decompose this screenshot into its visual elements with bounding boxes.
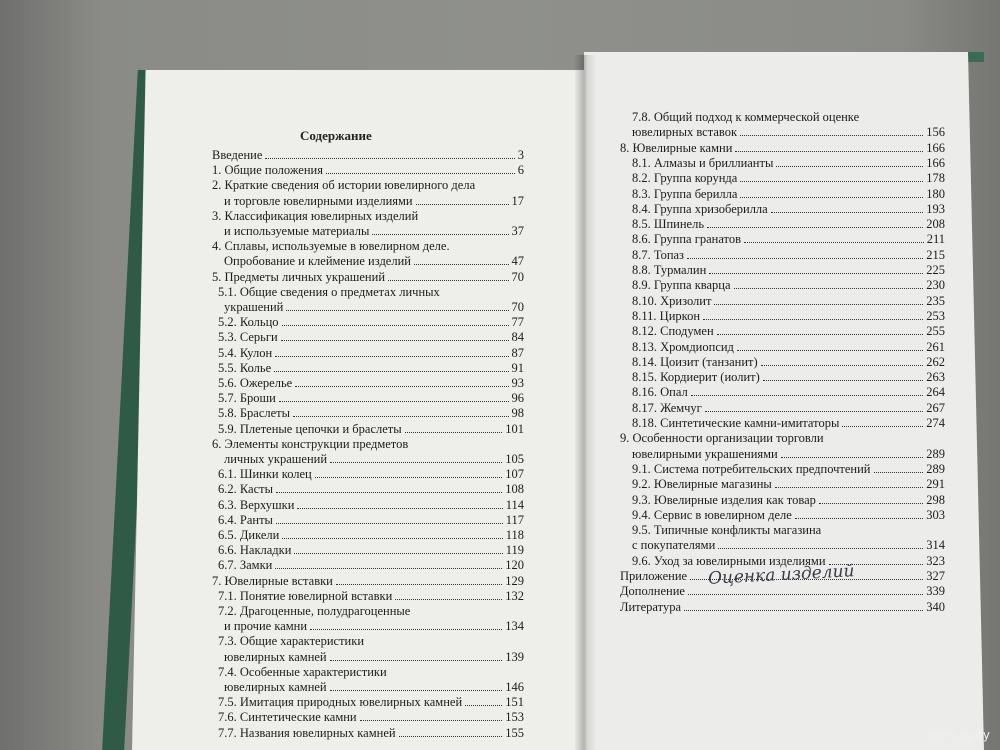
- toc-entry-label: 7.6. Синтетические камни: [218, 710, 357, 725]
- toc-entry-label: Дополнение: [620, 584, 685, 599]
- toc-entry: [632, 493, 945, 508]
- toc-entry-label: личных украшений: [224, 452, 328, 466]
- toc-entry-page: 17: [511, 193, 524, 208]
- toc-entry-page: 303: [926, 507, 945, 522]
- toc-leader-dots: [691, 385, 924, 396]
- toc-entry-page: 253: [926, 308, 945, 323]
- toc-leader-dots: [275, 558, 502, 569]
- toc-entry-page: 255: [926, 324, 945, 339]
- toc-leader-dots: [771, 202, 924, 213]
- toc-entry-page: 132: [505, 588, 524, 603]
- toc-leader-dots: [294, 543, 502, 554]
- toc-entry: [632, 278, 945, 293]
- toc-entry-label: 5.1. Общие сведения о предметах личных: [218, 284, 440, 299]
- toc-entry-label: Приложение: [620, 569, 688, 583]
- toc-entry-label: 7.1. Понятие ювелирной вставки: [218, 588, 393, 603]
- toc-entry-label: 8. Ювелирные камни: [620, 140, 733, 155]
- toc-entry: [212, 209, 524, 224]
- toc-leader-dots: [293, 406, 508, 417]
- toc-leader-dots: [326, 163, 515, 174]
- toc-entry-page: 264: [926, 385, 945, 400]
- toc-entry-page: 107: [505, 467, 524, 482]
- toc-entry-label: 6.2. Касты: [218, 482, 274, 497]
- toc-entry-page: 134: [505, 619, 524, 634]
- toc-entry: [632, 523, 945, 538]
- toc-leader-dots: [740, 171, 923, 182]
- toc-entry-label: Введение: [212, 148, 263, 162]
- toc-entry-label: 9.3. Ювелирные изделия как товар: [632, 492, 816, 507]
- toc-leader-dots: [717, 324, 924, 335]
- toc-entry-label: 6.6. Накладки: [218, 543, 292, 558]
- toc-entry-page: 101: [505, 421, 524, 436]
- toc-entry-page: 339: [926, 584, 945, 599]
- toc-entry: [632, 125, 945, 140]
- toc-entry-label: 5. Предметы личных украшений: [212, 269, 386, 284]
- toc-leader-dots: [265, 148, 514, 159]
- toc-entry: [620, 431, 945, 446]
- toc-entry: [224, 680, 524, 695]
- toc-leader-dots: [714, 294, 923, 305]
- toc-leader-dots: [405, 422, 503, 433]
- toc-entry: [224, 452, 524, 467]
- toc-entry-label: 5.9. Плетеные цепочки и браслеты: [218, 421, 402, 436]
- book-gutter: [574, 55, 596, 750]
- toc-entry: [218, 376, 524, 391]
- toc-leader-dots: [282, 528, 502, 539]
- toc-entry-page: 129: [505, 573, 524, 588]
- toc-leader-dots: [399, 726, 503, 737]
- toc-entry: [632, 248, 945, 263]
- toc-entry: [224, 224, 524, 239]
- toc-entry-label: 8.16. Опал: [632, 385, 688, 400]
- toc-entry: [212, 178, 524, 193]
- toc-entry: [218, 513, 524, 528]
- toc-entry: [632, 309, 945, 324]
- toc-leader-dots: [734, 278, 924, 289]
- toc-leader-dots: [842, 416, 923, 427]
- toc-entry-page: 289: [926, 446, 945, 461]
- toc-leader-dots: [781, 447, 924, 458]
- toc-leader-dots: [281, 330, 509, 341]
- toc-entry: [632, 294, 945, 309]
- toc-entry-label: с покупателями: [632, 538, 716, 553]
- toc-entry-label: 8.13. Хромдиопсид: [632, 339, 734, 354]
- toc-leader-dots: [310, 619, 502, 630]
- toc-entry: [218, 726, 524, 741]
- toc-entry-page: 3: [517, 148, 524, 162]
- toc-leader-dots: [703, 309, 923, 320]
- toc-entry: [632, 202, 945, 217]
- toc-entry: [218, 467, 524, 482]
- toc-entry: [632, 447, 945, 462]
- toc-entry-label: 8.10. Хризолит: [632, 293, 712, 308]
- toc-leader-dots: [775, 477, 923, 488]
- toc-entry-page: 105: [505, 452, 524, 466]
- toc-entry-label: 8.3. Группа берилла: [632, 186, 738, 201]
- toc-entry: [632, 508, 945, 523]
- toc-entry-page: 263: [926, 370, 945, 385]
- toc-entry: [632, 187, 945, 202]
- toc-entry: [218, 634, 524, 649]
- toc-entry-page: 298: [926, 492, 945, 507]
- toc-entry: [632, 156, 945, 171]
- toc-entry: [218, 498, 524, 513]
- toc-entry-page: 93: [511, 376, 524, 390]
- toc-entry: [632, 462, 945, 477]
- toc-entry-page: 119: [505, 543, 524, 558]
- toc-leader-dots: [718, 538, 923, 549]
- toc-entry-label: и торговле ювелирными изделиями: [224, 193, 413, 208]
- toc-leader-dots: [297, 498, 502, 509]
- toc-leader-dots: [276, 482, 502, 493]
- toc-entry-label: 8.6. Группа гранатов: [632, 232, 741, 247]
- toc-entry: [632, 232, 945, 247]
- toc-leader-dots: [687, 248, 923, 259]
- toc-entry-label: 8.11. Циркон: [632, 308, 701, 323]
- toc-entry-page: 70: [511, 269, 524, 284]
- toc-leader-dots: [795, 508, 923, 519]
- toc-leader-dots: [295, 376, 508, 387]
- toc-entry-page: 108: [505, 482, 524, 497]
- toc-entry-page: 340: [926, 599, 945, 614]
- toc-entry-label: Литература: [620, 599, 681, 614]
- toc-entry-page: 166: [926, 140, 945, 155]
- toc-entry-label: 9.1. Система потребительских предпочтений: [632, 461, 871, 476]
- toc-entry-label: 7.3. Общие характеристики: [218, 634, 365, 649]
- toc-entry-label: 7.4. Особенные характеристики: [218, 664, 387, 679]
- toc-entry: [212, 270, 524, 285]
- toc-entry: [632, 324, 945, 339]
- toc-entry-page: 70: [511, 300, 524, 314]
- toc-entry-label: 1. Общие положения: [212, 163, 323, 178]
- toc-leader-dots: [416, 194, 509, 205]
- toc-entry: [218, 482, 524, 497]
- toc-entry: [218, 285, 524, 300]
- toc-entry: [218, 695, 524, 710]
- toc-entry: [218, 665, 524, 680]
- toc-entry: [218, 558, 524, 573]
- toc-entry: [218, 391, 524, 406]
- toc-entry-page: 225: [926, 263, 945, 277]
- toc-leader-dots: [279, 391, 509, 402]
- toc-leader-dots: [735, 141, 923, 152]
- toc-entry-label: 5.7. Броши: [218, 391, 276, 406]
- toc-entry-label: 8.1. Алмазы и бриллианты: [632, 155, 774, 170]
- toc-entry-label: 7.2. Драгоценные, полудрагоценные: [218, 604, 411, 618]
- toc-entry-label: 9.6. Уход за ювелирными изделиями: [632, 553, 826, 568]
- toc-leader-dots: [776, 156, 923, 167]
- toc-entry-page: 193: [926, 201, 945, 216]
- toc-entry-page: 139: [505, 649, 524, 664]
- toc-entry-label: 7.7. Названия ювелирных камней: [218, 725, 396, 740]
- toc-entry-page: 155: [505, 725, 524, 740]
- toc-entry-label: и прочие камни: [224, 619, 308, 634]
- toc-entry: [224, 619, 524, 634]
- toc-leader-dots: [388, 270, 508, 281]
- toc-entry: [218, 346, 524, 361]
- toc-entry: [212, 163, 524, 178]
- toc-leader-dots: [315, 467, 503, 478]
- toc-entry: [218, 330, 524, 345]
- toc-entry-page: 156: [926, 125, 945, 140]
- toc-entry-label: ювелирных камней: [224, 649, 327, 664]
- toc-entry-page: 211: [926, 232, 945, 247]
- toc-entry-label: 5.6. Ожерелье: [218, 376, 293, 390]
- toc-entry: [218, 361, 524, 376]
- toc-entry: [620, 141, 945, 156]
- toc-entry-page: 235: [926, 293, 945, 308]
- toc-title: Содержание: [300, 128, 372, 143]
- toc-entry-page: 262: [926, 354, 945, 369]
- toc-entry-label: 6.5. Дикели: [218, 528, 280, 542]
- toc-entry: [632, 538, 945, 553]
- toc-entry: [212, 148, 524, 163]
- toc-entry-page: 37: [511, 224, 524, 238]
- toc-entry-page: 151: [505, 695, 524, 710]
- toc-entry-page: 180: [926, 186, 945, 201]
- toc-entry-label: 5.2. Кольцо: [218, 315, 279, 330]
- toc-leader-dots: [707, 217, 923, 228]
- toc-entry: [218, 406, 524, 421]
- toc-leader-dots: [336, 574, 502, 585]
- toc-entry-page: 166: [926, 155, 945, 170]
- toc-entry-label: 8.15. Кордиерит (иолит): [632, 370, 760, 385]
- toc-entry-page: 47: [511, 254, 524, 269]
- toc-entry-label: 6.3. Верхушки: [218, 497, 295, 512]
- toc-entry-label: 5.5. Колье: [218, 360, 272, 375]
- toc-entry: [212, 239, 524, 254]
- toc-entry-page: 117: [505, 512, 524, 527]
- toc-entry-label: 8.7. Топаз: [632, 247, 684, 262]
- toc-entry: [632, 217, 945, 232]
- toc-entry-page: 274: [926, 416, 945, 430]
- toc-entry-page: 91: [511, 360, 524, 375]
- toc-leader-dots: [709, 263, 923, 274]
- toc-leader-dots: [737, 340, 923, 351]
- toc-entry: [620, 584, 945, 599]
- toc-entry-page: 178: [926, 171, 945, 186]
- toc-leader-dots: [286, 300, 508, 311]
- toc-entry-label: 8.17. Жемчуг: [632, 400, 702, 415]
- toc-entry-page: 146: [505, 680, 524, 694]
- toc-leader-dots: [705, 401, 923, 412]
- toc-entry-label: 6.1. Шинки колец: [218, 467, 312, 482]
- toc-leader-dots: [465, 695, 502, 706]
- toc-entry: [632, 355, 945, 370]
- toc-entry-page: 230: [926, 278, 945, 293]
- toc-entry: [632, 416, 945, 431]
- toc-entry-label: 8.4. Группа хризоберилла: [632, 201, 768, 216]
- toc-leader-dots: [330, 650, 503, 661]
- toc-entry-page: 291: [926, 477, 945, 492]
- toc-entry-label: 8.14. Цоизит (танзанит): [632, 354, 758, 369]
- toc-entry-page: 314: [926, 538, 945, 553]
- toc-entry-label: и используемые материалы: [224, 224, 370, 238]
- toc-entry-page: 98: [511, 406, 524, 421]
- toc-entry-label: 7.5. Имитация природных ювелирных камней: [218, 695, 463, 710]
- toc-leader-dots: [744, 232, 924, 243]
- toc-entry-page: 84: [511, 330, 524, 345]
- toc-entry-label: 6.7. Замки: [218, 558, 273, 573]
- toc-entry-page: 327: [926, 569, 945, 583]
- toc-entry: [224, 254, 524, 269]
- toc-entry-page: 153: [505, 710, 524, 725]
- toc-entry: [224, 650, 524, 665]
- toc-entry-label: 5.3. Серьги: [218, 330, 278, 345]
- toc-entry: [632, 370, 945, 385]
- toc-entry-label: 5.4. Кулон: [218, 345, 273, 360]
- toc-leader-dots: [740, 125, 923, 136]
- toc-entry-page: 208: [926, 217, 945, 232]
- toc-entry-label: 7. Ювелирные вставки: [212, 573, 333, 588]
- watermark: www.ay.by: [926, 728, 990, 742]
- toc-leader-dots: [372, 224, 508, 235]
- toc-entry-page: 87: [511, 345, 524, 360]
- toc-entry-page: 96: [511, 391, 524, 406]
- toc-leader-dots: [274, 361, 508, 372]
- toc-entry: [632, 477, 945, 492]
- toc-entry: [218, 710, 524, 725]
- toc-entry-label: украшений: [224, 300, 284, 314]
- toc-entry-label: 8.2. Группа корунда: [632, 171, 738, 186]
- toc-leader-dots: [282, 315, 509, 326]
- toc-entry: [632, 385, 945, 400]
- toc-entry-label: 9.2. Ювелирные магазины: [632, 477, 772, 492]
- toc-entry: [632, 401, 945, 416]
- toc-entry-label: 3. Классификация ювелирных изделий: [212, 208, 419, 223]
- toc-leader-dots: [330, 680, 503, 691]
- toc-leader-dots: [395, 589, 502, 600]
- toc-entry: [218, 589, 524, 604]
- toc-entry: [632, 340, 945, 355]
- toc-entry-page: 77: [511, 315, 524, 330]
- toc-entry-page: 118: [505, 528, 524, 542]
- toc-entry-label: 9.4. Сервис в ювелирном деле: [632, 507, 792, 522]
- toc-leader-dots: [819, 493, 923, 504]
- toc-entry: [632, 171, 945, 186]
- toc-entry-label: ювелирных вставок: [632, 125, 738, 140]
- toc-entry-label: 5.8. Браслеты: [218, 406, 291, 421]
- toc-entry-label: 9.5. Типичные конфликты магазина: [632, 523, 822, 538]
- handwritten-note: Оценка изделий: [707, 561, 855, 589]
- toc-entry-label: 7.8. Общий подход к коммерческой оценке: [632, 110, 860, 124]
- toc-entry: [218, 604, 524, 619]
- toc-entry-label: 8.5. Шпинель: [632, 217, 705, 232]
- toc-entry: [224, 194, 524, 209]
- toc-entry-label: 8.9. Группа кварца: [632, 278, 731, 293]
- toc-entry-page: 6: [517, 163, 524, 178]
- toc-entry: [218, 422, 524, 437]
- toc-entry: [224, 300, 524, 315]
- toc-entry-label: 8.12. Сподумен: [632, 324, 714, 339]
- toc-entry-page: 261: [926, 339, 945, 354]
- toc-leader-dots: [276, 513, 503, 524]
- toc-entry: [632, 263, 945, 278]
- toc-entry: [632, 110, 945, 125]
- toc-entry: [212, 437, 524, 452]
- toc-entry-label: 8.18. Синтетические камни-имитаторы: [632, 416, 840, 430]
- toc-entry-label: 6.4. Ранты: [218, 512, 273, 527]
- toc-entry-label: 8.8. Турмалин: [632, 263, 707, 277]
- toc-entry: [218, 315, 524, 330]
- toc-leader-dots: [414, 254, 509, 265]
- toc-entry-page: 267: [926, 400, 945, 415]
- toc-entry: [218, 528, 524, 543]
- toc-leader-dots: [740, 187, 923, 198]
- toc-entry-page: 215: [926, 247, 945, 262]
- toc-leader-dots: [275, 346, 508, 357]
- toc-leader-dots: [330, 452, 502, 463]
- toc-entry-label: ювелирными украшениями: [632, 446, 778, 461]
- toc-entry-label: 4. Сплавы, используемые в ювелирном деле.: [212, 239, 450, 254]
- toc-entry-label: ювелирных камней: [224, 680, 327, 694]
- toc-entry-label: 2. Краткие сведения об истории ювелирного дела: [212, 178, 476, 193]
- toc-entry-label: 9. Особенности организации торговли: [620, 431, 824, 446]
- toc-entry-page: 120: [505, 558, 524, 573]
- toc-leader-dots: [360, 710, 503, 721]
- toc-leader-dots: [761, 355, 924, 366]
- toc-leader-dots: [684, 600, 923, 611]
- toc-leader-dots: [874, 462, 924, 473]
- toc-entry-page: 323: [926, 553, 945, 568]
- toc-entry-label: Опробование и клеймение изделий: [224, 254, 411, 269]
- toc-entry: [620, 600, 945, 615]
- toc-entry-page: 289: [926, 461, 945, 476]
- toc-entry-label: 6. Элементы конструкции предметов: [212, 436, 409, 451]
- toc-leader-dots: [763, 370, 923, 381]
- toc-entry: [218, 543, 524, 558]
- toc-entry: [212, 574, 524, 589]
- toc-entry-page: 114: [505, 497, 524, 512]
